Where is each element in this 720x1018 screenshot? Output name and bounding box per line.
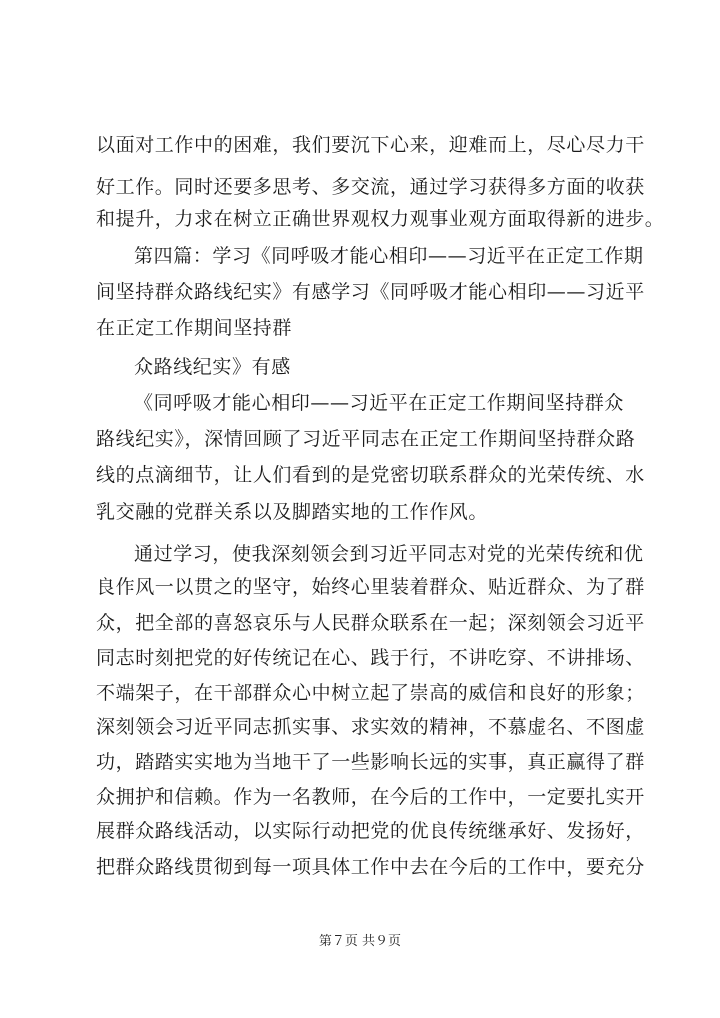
page-number: 第７页 共９页 bbox=[318, 934, 402, 949]
text-line: 不端架子，在干部群众心中树立起了崇高的威信和良好的形象； bbox=[96, 682, 645, 704]
text-line: 通过学习，使我深刻领会到习近平同志对党的光荣传统和优 bbox=[134, 543, 644, 565]
section-heading: 第四篇：学习《同呼吸才能心相印——习近平在正定工作期 bbox=[134, 245, 644, 267]
section-heading-cont: 间坚持群众路线纪实》有感学习《同呼吸才能心相印——习近平 bbox=[96, 281, 645, 303]
text-line: 众拥护和信赖。作为一名教师，在今后的工作中，一定要扎实开 bbox=[96, 786, 645, 808]
text-line: 线的点滴细节，让人们看到的是党密切联系群众的光荣传统、水 bbox=[96, 464, 645, 486]
text-line: 同志时刻把党的好传统记在心、践于行，不讲吃穿、不讲排场、 bbox=[96, 647, 645, 669]
text-line: 众，把全部的喜怒哀乐与人民群众联系在一起；深刻领会习近平 bbox=[96, 612, 645, 634]
text-line: 功，踏踏实实地为当地干了一些影响长远的实事，真正赢得了群 bbox=[96, 751, 645, 773]
text-line: 把群众路线贯彻到每一项具体工作中去在今后的工作中，要充分 bbox=[96, 856, 645, 878]
text-line: 乳交融的党群关系以及脚踏实地的工作作风。 bbox=[96, 501, 489, 523]
text-line: 良作风一以贯之的坚守，始终心里装着群众、贴近群众、为了群 bbox=[96, 576, 645, 598]
section-heading-cont: 众路线纪实》有感 bbox=[134, 356, 291, 378]
text-line: 和提升，力求在树立正确世界观权力观事业观方面取得新的进步。 bbox=[96, 208, 665, 230]
text-line: 展群众路线活动，以实际行动把党的优良传统继承好、发扬好， bbox=[96, 820, 645, 842]
section-heading-cont: 在正定工作期间坚持群 bbox=[96, 317, 293, 339]
text-line: 路线纪实》，深情回顾了习近平同志在正定工作期间坚持群众路 bbox=[96, 428, 636, 450]
text-line: 好工作。同时还要多思考、多交流，通过学习获得多方面的收获 bbox=[96, 176, 645, 198]
text-line: 《同呼吸才能心相印——习近平在正定工作期间坚持群众 bbox=[134, 392, 625, 414]
text-line: 深刻领会习近平同志抓实事、求实效的精神，不慕虚名、不图虚 bbox=[96, 716, 645, 738]
text-line: 以面对工作中的困难，我们要沉下心来，迎难而上，尽心尽力干 bbox=[96, 134, 645, 156]
